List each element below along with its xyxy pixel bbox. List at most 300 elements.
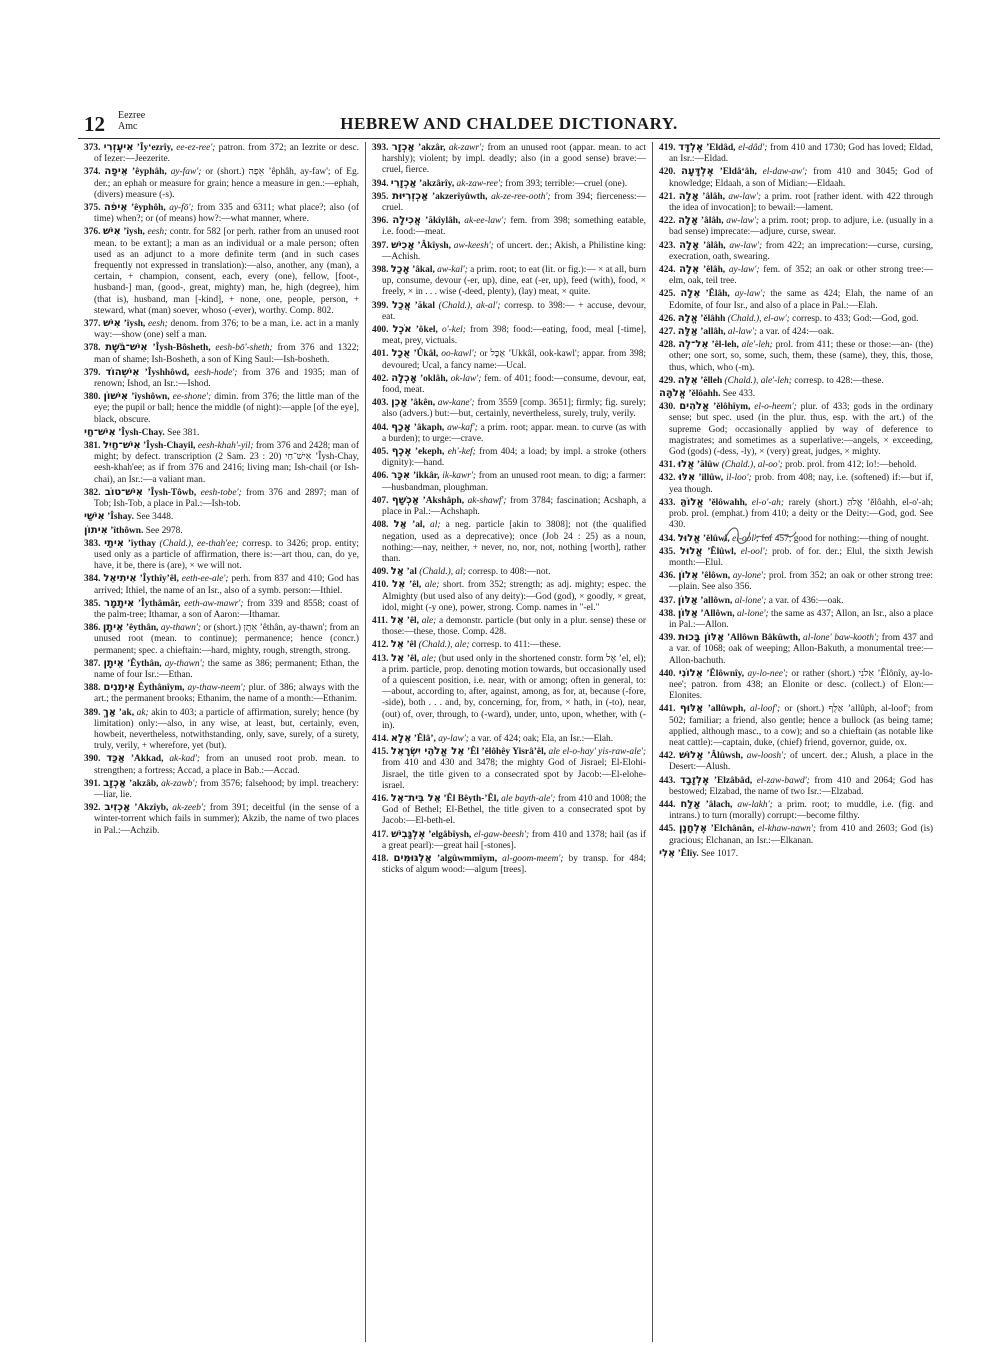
hebrew-word: אִיתָמָר xyxy=(103,597,135,609)
transliteration: ʼÎyʻezrîy, xyxy=(136,143,173,153)
pronunciation: el-khaw-nawn'; xyxy=(757,824,816,835)
pronunciation: al-goom-meem'; xyxy=(502,853,564,864)
transliteration: ʼâkên, xyxy=(410,398,436,409)
definition: fem. from 398; something eatable, i.e. food:—meat. xyxy=(382,216,646,238)
hebrew-word: אַלּוֹן בָּכוּת xyxy=(678,632,725,644)
hebrew-word: אַכְזְרִיּוּת xyxy=(392,190,429,202)
entry-number: 410. xyxy=(372,580,389,591)
transliteration: ʼallôwn, xyxy=(700,595,733,606)
entry-number: 401. xyxy=(372,349,389,360)
hebrew-word: אִיתוֹן xyxy=(84,524,108,536)
entry-number: 375. xyxy=(84,203,101,214)
pronunciation: el-dâd'; xyxy=(738,143,768,153)
pronunciation: ak-zeeb'; xyxy=(172,803,207,814)
pronunciation: eesh-bō'-sheth; xyxy=(215,343,273,354)
entry-number: 430. xyxy=(659,402,676,413)
dictionary-entry xyxy=(659,215,933,238)
definition: (but used only in the shortened constr. form אֶל ʼel, el); a prim. particle, prop. denoting motion towards, but occasionally used of a quiescent position, i.e. near, with or among; often in general, to:—about, according to, after, against, among, as for, at, because (-fore, -side), both . . . and, by, concerning, for, from, × hath, in (-to), near, (out) of, over, through, to (-ward), under, unto, upon, whether, with (-in). xyxy=(382,653,647,731)
definition: prob. prol. from 412; lo!:—behold. xyxy=(785,460,917,471)
pronunciation: al; xyxy=(430,520,441,531)
pronunciation: (Chald.), el-aw'; xyxy=(727,313,790,324)
dictionary-entry xyxy=(84,682,359,705)
transliteration: ʼÎshay. xyxy=(107,512,134,523)
definition: See 433. xyxy=(722,389,756,400)
definition: for 457; good for nothing:—thing of nought. xyxy=(761,533,929,544)
hebrew-word: אָלָה xyxy=(678,215,699,227)
entry-number: 394. xyxy=(372,178,389,189)
transliteration: ʼělôahh. xyxy=(688,389,721,400)
pronunciation: ay-thawn'; xyxy=(160,623,201,634)
dictionary-entry xyxy=(372,615,646,638)
entry-number: 426. xyxy=(659,313,676,324)
dictionary-entry xyxy=(84,573,359,596)
transliteration: ʼÎythâmâr, xyxy=(137,598,181,609)
hebrew-word: אֵל בֵּית־אֵל xyxy=(390,792,442,804)
dictionary-entry xyxy=(659,703,933,749)
entry-number: 415. xyxy=(372,747,389,758)
entry-number: 422. xyxy=(659,216,676,227)
column-right xyxy=(652,142,939,1342)
pronunciation: aw-keesh'; xyxy=(453,240,494,251)
pronunciation: (Chald.), ak-al'; xyxy=(438,300,501,311)
entry-number: 438. xyxy=(659,608,676,619)
entry-number: 408. xyxy=(372,520,389,531)
entry-number: 373. xyxy=(84,143,101,153)
entry-number: 432. xyxy=(659,473,676,484)
definition: fem. of 352; an oak or other strong tree:—elm, oak, teil tree. xyxy=(669,265,934,287)
entry-number: 388. xyxy=(84,683,101,694)
definition: or (short.) אֵתָן ʼêthân, ay-thawn'; from an unused root (mean. to continue); permanence; hence (concr.) permanent; spec. a chieftain:—hard, mighty, rough, strength, strong. xyxy=(94,623,360,656)
hebrew-word: אֵיתָן xyxy=(102,622,124,634)
hebrew-word: אֵל xyxy=(392,579,406,591)
pronunciation: al-lone'; xyxy=(734,595,767,606)
pronunciation: ale'-leh; xyxy=(741,340,773,351)
transliteration: ʼălûw xyxy=(696,460,720,471)
hebrew-word: אַכְזָר xyxy=(391,142,415,153)
hebrew-word: אֵיתָנִים xyxy=(103,682,135,694)
hebrew-word: אַכַּד xyxy=(106,753,126,765)
dictionary-entry xyxy=(84,342,359,365)
dictionary-entry xyxy=(84,598,359,621)
transliteration: ʼekeph, xyxy=(414,447,445,458)
hebrew-word: אַכְזָב xyxy=(103,777,127,789)
pronunciation: al-lone' baw-kooth'; xyxy=(803,633,880,644)
dictionary-entry xyxy=(659,608,933,631)
definition: from 339 and 8558; coast of the palm-tree; Ithamar, a son of Aaron:—Ithamar. xyxy=(94,598,360,620)
definition: prob. from 408; nay, i.e. (softened) if:—but if, yea though. xyxy=(669,473,934,495)
pronunciation: ay-thawn'; xyxy=(164,658,205,669)
hebrew-word: אַלּוּף xyxy=(679,703,704,715)
definition: from 410 and 2064; God has bestowed; Elzabad, the name of two Isr.:—Elzabad. xyxy=(669,775,934,797)
dictionary-entry xyxy=(84,202,359,225)
pronunciation: ay-thaw-neem'; xyxy=(187,683,246,694)
hebrew-word: אֵלָה xyxy=(680,288,701,300)
dictionary-entry xyxy=(84,622,359,657)
dictionary-entry xyxy=(659,264,933,287)
entry-number: 402. xyxy=(372,373,389,384)
pronunciation: aw-kaf'; xyxy=(447,422,478,433)
guide-word-top: Eezree xyxy=(118,110,146,121)
hebrew-word: אֵלֶּה xyxy=(677,374,698,386)
pronunciation: ik-kawr'; xyxy=(442,471,476,482)
entry-number: 382. xyxy=(84,487,101,498)
entry-number: 404. xyxy=(372,422,389,433)
pronunciation: oo-kawl'; xyxy=(441,349,477,360)
hebrew-word: אַל xyxy=(390,566,405,578)
dictionary-entry xyxy=(372,397,646,420)
pronunciation: el-gaw-beesh'; xyxy=(473,829,530,840)
definition: or rather (short.) אֵלֹנִי ʼÊlônîy, ay-lo-nee'; patron. from 438; an Elonite or desc. (collect.) of Elon:—Elonites. xyxy=(669,668,933,702)
definition: or (short.) אֵפָה ʼêphâh, ay-faw'; of Eg. der.; an ephah or measure for grain; hence a measure in gen.:—ephah, (divers) measure (-s). xyxy=(94,167,360,200)
transliteration: ʼâlâh, xyxy=(702,240,726,251)
transliteration: ʼîthôwn. xyxy=(110,525,144,536)
definition: plur. of 386; always with the art.; the permanent brooks; Ethanim, the name of a month:—Ethanim. xyxy=(94,683,360,705)
page-number: 12 xyxy=(84,112,105,136)
dictionary-entry xyxy=(372,422,646,445)
definition: or (short.) אַלֻּף ʼallûph, al-loof'; from 502; familiar; a friend, also gentle; hence a bullock (as being tame; applied, although masc., to a cow); and so a chieftain (as notable like neat cattle):—captain, duke, (chief) friend, governor, guide, ox. xyxy=(669,704,934,748)
dictionary-entry xyxy=(84,367,359,390)
transliteration: ʼÎysh-Tôwb, xyxy=(147,487,197,498)
hebrew-word: אִישְׁהוֹד xyxy=(105,366,140,378)
pronunciation: ale; xyxy=(421,615,437,626)
definition: from 410 and 1730; God has loved; Eldad, an Isr.:—Eldad. xyxy=(669,143,934,165)
hebrew-word: אֵיפֹה xyxy=(103,202,128,214)
dictionary-entry xyxy=(84,391,359,426)
hebrew-word: אִלּוּ xyxy=(678,472,696,484)
hebrew-word: אֶלְדָּעָה xyxy=(681,166,714,178)
definition: by transp. for 484; sticks of algum wood:—algum [trees]. xyxy=(382,853,647,876)
definition: akin to 403; a particle of affirmation, surely; hence (by limitation) only:—also, in any wise, at least, but, certainly, even, howbeit, nevertheless, notwithstanding, only, save, surely, of a surety, truly, verily, + wherefore, yet (but). xyxy=(94,707,360,752)
pronunciation: ay-lone'; xyxy=(732,571,767,582)
entry-number: 390. xyxy=(84,754,101,765)
definition: from 393; terrible:—cruel (one). xyxy=(505,178,628,189)
transliteration: ʼakzâr, xyxy=(418,143,446,153)
hebrew-word: אִישׁוֹן xyxy=(103,391,129,403)
transliteration: ʼallûwph, xyxy=(707,704,746,715)
dictionary-entry xyxy=(84,487,359,510)
hebrew-word: אֶכֶף xyxy=(391,446,412,458)
transliteration: ʼÎysh-Chayil, xyxy=(143,441,196,452)
dictionary-entry xyxy=(659,459,933,471)
hebrew-word: אֱלוֹהַּ xyxy=(680,496,704,508)
hebrew-word: אַלְגּוּמִּים xyxy=(393,852,432,864)
transliteration: ʼakzerîyûwth, xyxy=(431,191,488,202)
entry-number: 425. xyxy=(659,289,676,300)
dictionary-entry xyxy=(372,240,646,263)
transliteration: ʼallâh, xyxy=(700,327,726,338)
transliteration: ʼakzâb, xyxy=(128,778,159,789)
definition: from 3576; falsehood; by impl. treachery:—liar, lie. xyxy=(94,778,360,800)
hebrew-word: אֵל אֱלֹהֵי יִשְׂרָאֵל xyxy=(390,746,465,758)
transliteration: ʼôkel, xyxy=(415,325,438,336)
transliteration: ʼelgâbîysh, xyxy=(428,829,472,840)
entry-number: 433. xyxy=(659,497,676,508)
transliteration: ʼEldâd, xyxy=(706,143,736,153)
definition: from 404; a load; by impl. a stroke (others dignity):—hand. xyxy=(382,447,647,469)
transliteration: ʼÎysh-Bôsheth, xyxy=(152,343,211,354)
hebrew-word: אַל xyxy=(393,519,407,531)
header-rule xyxy=(78,138,940,139)
pronunciation: al-lone'; xyxy=(736,608,769,619)
dictionary-entry xyxy=(372,829,646,852)
hebrew-word: אִישׁ־בֹּשֶׁת xyxy=(105,342,148,354)
definition: from 410 and 430 and 3478; the mighty God of Jisrael; El-Elohi-Jisrael, the title given to a consecrated spot by Jacob:—El-elohe-israel. xyxy=(382,758,646,791)
definition: a prim. root; to muddle, i.e. (fig. and intrans.) to turn (morally) corrupt:—become filthy. xyxy=(669,799,934,822)
dictionary-entry xyxy=(659,632,933,667)
dictionary-entry xyxy=(84,318,359,341)
pronunciation: ay-fō'; xyxy=(169,203,194,214)
entry-number: 444. xyxy=(659,799,676,810)
transliteration: ʼêlôwn, xyxy=(701,571,731,582)
definition: from 376 and 1322; man of shame; Ish-Bosheth, a son of King Saul:—Ish-bosheth. xyxy=(94,343,360,365)
dictionary-entry xyxy=(659,750,933,773)
dictionary-entry xyxy=(659,166,933,189)
definition: dimin. from 376; the little man of the eye; the pupil or ball; hence the middle (of night):—apple [of the eye], black, obscure. xyxy=(94,392,360,425)
transliteration: ʼAkzîyb, xyxy=(134,803,169,814)
transliteration: ʼak, xyxy=(118,707,135,718)
definition: from 335 and 6311; what place?; also (of time) when?; or (of means) how?:—what manner, where. xyxy=(94,203,360,225)
transliteration: ʼAllôwn Bâkûwth, xyxy=(726,633,801,644)
transliteration: ʼAkshâph, xyxy=(422,495,465,506)
pronunciation: el-o-heem'; xyxy=(754,402,797,413)
entry-number: 380. xyxy=(84,392,101,403)
pronunciation: ay-lo-nee'; xyxy=(747,668,789,679)
entry-number: 413. xyxy=(372,653,389,664)
dictionary-entry xyxy=(659,595,933,607)
pronunciation: el-daw-aw'; xyxy=(762,167,808,178)
pronunciation: aw-law'; xyxy=(728,191,762,202)
pronunciation: el-ool'; xyxy=(732,533,760,544)
definition: corresp. to 3426; prop. entity; used only as a particle of affirmation, there is:—art thou, can, do ye, have, it be, there is (are), × we will not. xyxy=(94,538,360,572)
hebrew-word: אָלוּשׁ xyxy=(679,750,704,762)
pronunciation: eeth-aw-mawr'; xyxy=(184,598,244,609)
hebrew-word: אָלַח xyxy=(680,798,701,810)
dictionary-entry xyxy=(84,802,359,837)
pronunciation: (Chald.), ale'-leh; xyxy=(724,375,792,386)
transliteration: ʼÊl ʼělôhêy Yisrâʼêl, xyxy=(467,747,547,758)
transliteration: ʼêyphâh, xyxy=(132,167,167,178)
definition: from 391; deceitful (in the sense of a winter-torrent which fails in summer); Akzib, the name of two places in Pal.:—Achzib. xyxy=(94,803,360,836)
definition: a neg. particle [akin to 3808]; not (the qualified negation, used as a deprecative); once (Job 24 : 25) as a noun, nothing:—nay, neither, + never, no, nor, not, nothing [worth], rather than. xyxy=(382,520,647,564)
hebrew-word: אִיעֶזְרִי xyxy=(103,142,134,153)
entry-number: 417. xyxy=(372,829,389,840)
pronunciation: ay-law'; xyxy=(728,265,760,276)
definition: rarely (short.) אֱלֹהַּ ʼělôahh, el-o'-ah; prob. prol. (emphat.) from 410; a deity or the Deity:—God, god. See 430. xyxy=(669,497,934,531)
dictionary-entry xyxy=(372,215,646,238)
dictionary-entry xyxy=(372,793,646,828)
entry-number: 378. xyxy=(84,343,101,354)
definition: See 3448. xyxy=(136,512,174,523)
transliteration: ʼalgûwmmîym, xyxy=(436,853,498,864)
column-middle xyxy=(365,142,652,1342)
transliteration: ʼikkâr, xyxy=(412,471,440,482)
definition: corresp. to 428:—these. xyxy=(794,375,884,386)
dictionary-entry xyxy=(372,519,646,565)
entry-number: 423. xyxy=(659,240,676,251)
running-title: HEBREW AND CHALDEE DICTIONARY. xyxy=(340,114,678,133)
definition: from 410 and 1378; hail (as if a great pearl):—great hail [-stones]. xyxy=(382,829,647,851)
dictionary-entry xyxy=(659,142,933,165)
transliteration: ʼâkal, xyxy=(412,265,435,276)
pronunciation: ak-zawb'; xyxy=(161,778,198,789)
definition: from an unused root mean. to dig; a farmer:—husbandman, ploughman. xyxy=(382,471,646,493)
pronunciation: ak-ee-law'; xyxy=(464,216,507,227)
dictionary-entry xyxy=(372,566,646,578)
hebrew-word: אָלָה xyxy=(679,239,700,251)
hebrew-word: אֲלוּ xyxy=(677,459,695,471)
transliteration: ʼêl, xyxy=(406,615,419,626)
definition: a var. of 424; oak; Ela, an Isr.:—Elah. xyxy=(471,733,614,744)
hebrew-word: אָכַל xyxy=(390,264,410,276)
hebrew-word: אֵל xyxy=(390,639,405,651)
pronunciation: ak-zawr'; xyxy=(448,143,485,153)
pronunciation: (Chald.), al; xyxy=(419,567,466,578)
hebrew-word: אֱלֹהָּה xyxy=(659,388,687,400)
transliteration: ʼElchânân, xyxy=(710,824,755,835)
dictionary-entry xyxy=(372,653,646,732)
pronunciation: ale; xyxy=(424,580,440,591)
pronunciation: ale el-o-hay' yis-raw-ale'; xyxy=(548,747,647,758)
dictionary-entry xyxy=(84,753,359,776)
entry-number: 409. xyxy=(372,567,389,578)
entry-number: 431. xyxy=(659,460,676,471)
entry-number: 385. xyxy=(84,598,101,609)
hebrew-word: אֵלוֹנִי xyxy=(678,667,704,679)
hebrew-word: אַלּוֹן xyxy=(677,594,698,606)
hebrew-word: אֱלוּל xyxy=(679,545,703,557)
dictionary-entry xyxy=(84,778,359,801)
dictionary-entry xyxy=(84,226,359,317)
transliteration: ʼoklâh, xyxy=(420,373,448,384)
hebrew-word: אָכִישׁ xyxy=(391,239,415,251)
dictionary-entry xyxy=(84,511,359,523)
hebrew-word: אֱלֹהִים xyxy=(679,401,710,413)
definition: See 1017. xyxy=(701,848,739,859)
hebrew-word: אֶלְגָּבִישׁ xyxy=(391,828,426,840)
definition: of uncert. der.; Alush, a place in the Desert:—Alush. xyxy=(669,751,934,773)
entry-number: 439. xyxy=(659,633,676,644)
transliteration: ʼÂkîysh, xyxy=(417,240,451,251)
hebrew-word: אֵיתָן xyxy=(103,657,124,669)
transliteration: ʼEldâʻâh, xyxy=(719,167,757,178)
definition: See 2978. xyxy=(145,525,183,536)
pronunciation: el-ool'; xyxy=(740,546,768,557)
pronunciation: aw-kane'; xyxy=(437,398,475,409)
entry-number: 376. xyxy=(84,227,101,238)
definition: a prim. root [rather ident. with 422 through the idea of invocation]; to bewail:—lament. xyxy=(669,191,934,214)
entry-number: 400. xyxy=(372,325,389,336)
definition: contr. for 582 [or perh. rather from an unused root mean. to be extant]; a man as an individual or a male person; often used as an adjunct to a more definite term (and in such cases frequently not expressed in translation):—also, another, any (man), a certain, + champion, consent, each, every (one), fellow, [foot-, husband-] man, (good-, great, mighty) man, he, high (degree), him (that is), husband, man [-kind], + none, one, people, person, + steward, what (man) soever, whoso (-ever), worthy. Comp. 802. xyxy=(94,227,360,316)
entry-number: 418. xyxy=(372,853,389,864)
hebrew-word: אֵלָה xyxy=(679,264,700,276)
transliteration: ʼêl-leh, xyxy=(711,340,739,351)
hebrew-word: אֵיפָה xyxy=(104,166,129,178)
transliteration: ʼîysh, xyxy=(123,319,146,330)
entry-number: 443. xyxy=(659,775,676,786)
hebrew-word: אַכְזָרִי xyxy=(390,177,417,189)
definition: a var. of 436:—oak. xyxy=(768,595,844,606)
transliteration: ʼÊl Bêyth-ʼÊl, xyxy=(443,793,499,804)
dictionary-entry xyxy=(372,733,646,745)
dictionary-entry xyxy=(659,326,933,338)
pronunciation: al-loof'; xyxy=(749,704,781,715)
pronunciation: (Chald.), ale; xyxy=(418,640,470,651)
entry-number: 420. xyxy=(659,167,676,178)
hebrew-word: אִיתִיאֵל xyxy=(103,573,137,585)
transliteration: ʼêyphôh, xyxy=(131,203,166,214)
definition: plur. of 433; gods in the ordinary sense; but spec. used (in the plur. thus, esp. with the art.) of the supreme God; occasionally applied by way of deference to magistrates; and sometimes as a superlative:—angels, × exceeding, God (gods) (-dess, -ly), × (very) great, judges, × mighty. xyxy=(669,402,934,458)
pronunciation: aw-law'; xyxy=(726,216,759,227)
transliteration: ʼAllôwn, xyxy=(700,608,735,619)
transliteration: ʼÊythân, xyxy=(127,658,162,669)
pronunciation: o'-kel; xyxy=(441,325,466,336)
pronunciation: ak-ze-ree-ooth'; xyxy=(491,191,551,202)
handwritten-annotation xyxy=(720,520,800,550)
transliteration: ʼakzârîy, xyxy=(419,178,455,189)
entry-number: 435. xyxy=(659,546,676,557)
dictionary-entry xyxy=(84,440,359,486)
definition: the same as 424; Elah, the name of an Edomite, of four Isr., and also of a place in Pal.:—Elah. xyxy=(669,289,934,311)
entry-number: 419. xyxy=(659,143,676,153)
pronunciation: ak-shawf'; xyxy=(467,495,507,506)
dictionary-entry xyxy=(372,639,646,651)
transliteration: ʼAkkad, xyxy=(130,754,164,765)
pronunciation: el-o'-ah; xyxy=(751,497,784,508)
dictionary-entry xyxy=(84,707,359,753)
hebrew-word: אֶלְדָּד xyxy=(678,142,704,153)
transliteration: ʼîysh, xyxy=(123,227,145,238)
hebrew-word: אֵל xyxy=(390,652,405,664)
dictionary-entry xyxy=(659,401,933,458)
transliteration: ʼĚlûwl, xyxy=(707,546,737,557)
pronunciation: eesh; xyxy=(148,319,168,330)
hebrew-word: אֵל xyxy=(390,614,404,626)
entry-number: 437. xyxy=(659,595,676,606)
definition: corresp. to 408:—not. xyxy=(468,567,551,578)
transliteration: ʼělûwl, xyxy=(702,533,730,544)
transliteration: ʼâlâh, xyxy=(702,191,725,202)
definition: patron. from 372; an Iezrite or desc. of Iezer:—Jeezerite. xyxy=(94,143,359,165)
entry-number: 374. xyxy=(84,167,101,178)
dictionary-entry xyxy=(659,472,933,495)
transliteration: ʼăkal xyxy=(414,300,435,311)
entry-number: 399. xyxy=(372,300,389,311)
hebrew-word: אַכְזִיב xyxy=(104,802,131,814)
definition: corresp. to 433; God:—God, god. xyxy=(792,313,919,324)
hebrew-word: אֵל־לֶה xyxy=(678,339,709,351)
dictionary-entry xyxy=(659,823,933,846)
dictionary-entry xyxy=(372,178,646,190)
entry-number: 387. xyxy=(84,658,101,669)
entry-number: 398. xyxy=(372,265,389,276)
dictionary-entry xyxy=(372,470,646,493)
pronunciation: al-law'; xyxy=(727,327,757,338)
entry-number: 406. xyxy=(372,471,389,482)
definition: prob. of for. der.; Elul, the sixth Jewish month:—Elul. xyxy=(669,546,934,568)
entry-number: 445. xyxy=(659,824,676,835)
dictionary-entry xyxy=(659,775,933,798)
pronunciation: ee-shone'; xyxy=(172,392,212,403)
entry-number: 416. xyxy=(372,793,389,804)
definition: denom. from 376; to be a man, i.e. act in a manly way:—show (one) self a man. xyxy=(94,319,360,341)
definition: short. from 352; strength; as adj. mighty; espec. the Almighty (but used also of any deity):—God (god), × goodly, × great, idol, might (-y one), power, strong. Comp. names in "-el." xyxy=(382,580,647,613)
transliteration: ʼâkaph, xyxy=(413,422,445,433)
entry-number: 384. xyxy=(84,574,101,585)
hebrew-word: אֱלוּל xyxy=(677,532,701,544)
pronunciation: eesh-tobe'; xyxy=(200,487,242,498)
transliteration: ʼêythân, xyxy=(125,623,159,634)
definition: prol. from 411; these or those:—an- (the) other; one sort, so, some, such, them, these (same), they, this, those, thus, which, who (-m). xyxy=(669,340,934,373)
